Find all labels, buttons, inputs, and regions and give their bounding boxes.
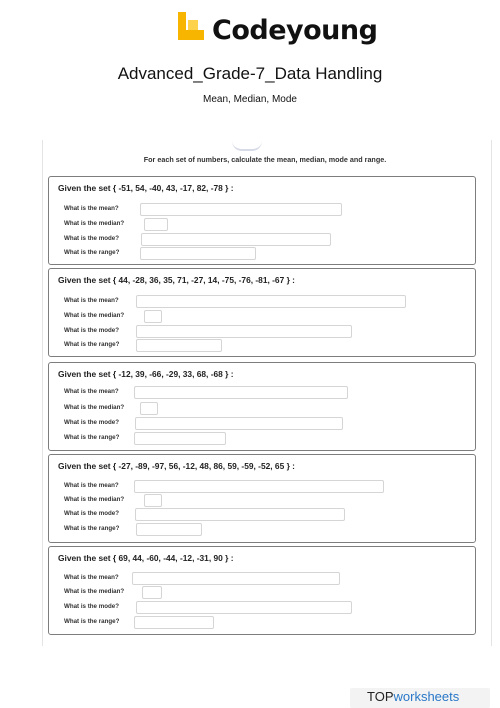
topworksheets-logo[interactable] [367, 689, 459, 704]
range-answer-field[interactable] [134, 432, 226, 445]
range-answer-field[interactable] [134, 616, 214, 629]
range-answer-field[interactable] [136, 339, 222, 352]
range-label: What is the range? [64, 618, 120, 625]
mode-label: What is the mode? [64, 327, 120, 334]
median-label: What is the median? [64, 496, 125, 503]
mode-label: What is the mode? [64, 510, 120, 517]
mode-label: What is the mode? [64, 419, 120, 426]
range-label: What is the range? [64, 434, 120, 441]
mean-answer-field[interactable] [136, 295, 406, 308]
codeyoung-logo [176, 12, 377, 48]
question-set-title: Given the set { -12, 39, -66, -29, 33, 68, -68 } : [58, 369, 234, 379]
brand-worksheets-text: worksheets [393, 689, 460, 704]
median-label: What is the median? [64, 220, 125, 227]
mean-answer-field[interactable] [134, 480, 384, 493]
question-set-title: Given the set { -51, 54, -40, 43, -17, 82, -78 } : [58, 183, 234, 193]
question-box-1 [48, 176, 476, 265]
mode-answer-field[interactable] [135, 508, 345, 521]
range-answer-field[interactable] [140, 247, 256, 260]
mean-answer-field[interactable] [140, 203, 342, 216]
question-set-title: Given the set { 44, -28, 36, 35, 71, -27, 14, -75, -76, -81, -67 } : [58, 275, 295, 285]
mean-answer-field[interactable] [132, 572, 340, 585]
range-label: What is the range? [64, 249, 120, 256]
range-label: What is the range? [64, 525, 120, 532]
median-answer-field[interactable] [144, 310, 162, 323]
median-answer-field[interactable] [140, 402, 158, 415]
mean-answer-field[interactable] [134, 386, 348, 399]
range-answer-field[interactable] [136, 523, 202, 536]
median-label: What is the median? [64, 312, 125, 319]
median-answer-field[interactable] [142, 586, 162, 599]
worksheet-title: Advanced_Grade-7_Data Handling [117, 64, 383, 83]
median-label: What is the median? [64, 588, 125, 595]
median-label: What is the median? [64, 404, 125, 411]
question-box-3 [48, 362, 476, 451]
codeyoung-logo-icon [176, 12, 206, 48]
mode-answer-field[interactable] [135, 417, 343, 430]
range-label: What is the range? [64, 341, 120, 348]
question-set-title: Given the set { -27, -89, -97, 56, -12, 48, 86, 59, -59, -52, 65 } : [58, 461, 295, 471]
question-box-2 [48, 268, 476, 357]
median-answer-field[interactable] [144, 494, 162, 507]
mean-label: What is the mean? [64, 388, 119, 395]
median-answer-field[interactable] [144, 218, 168, 231]
mean-label: What is the mean? [64, 297, 119, 304]
brand-name: Codeyoung [212, 14, 378, 46]
mean-label: What is the mean? [64, 574, 119, 581]
mode-answer-field[interactable] [136, 601, 352, 614]
mode-label: What is the mode? [64, 603, 120, 610]
mode-answer-field[interactable] [136, 325, 352, 338]
question-box-4 [48, 454, 476, 543]
question-set-title: Given the set { 69, 44, -60, -44, -12, -31, 90 } : [58, 553, 234, 563]
mean-label: What is the mean? [64, 482, 119, 489]
worksheet-subtitle: Mean, Median, Mode [203, 94, 297, 105]
mode-label: What is the mode? [64, 235, 120, 242]
instructions-text: For each set of numbers, calculate the mean, median, mode and range. [143, 155, 387, 164]
question-box-5 [48, 546, 476, 635]
mode-answer-field[interactable] [141, 233, 331, 246]
brand-top-text: TOP [367, 689, 394, 704]
mean-label: What is the mean? [64, 205, 119, 212]
